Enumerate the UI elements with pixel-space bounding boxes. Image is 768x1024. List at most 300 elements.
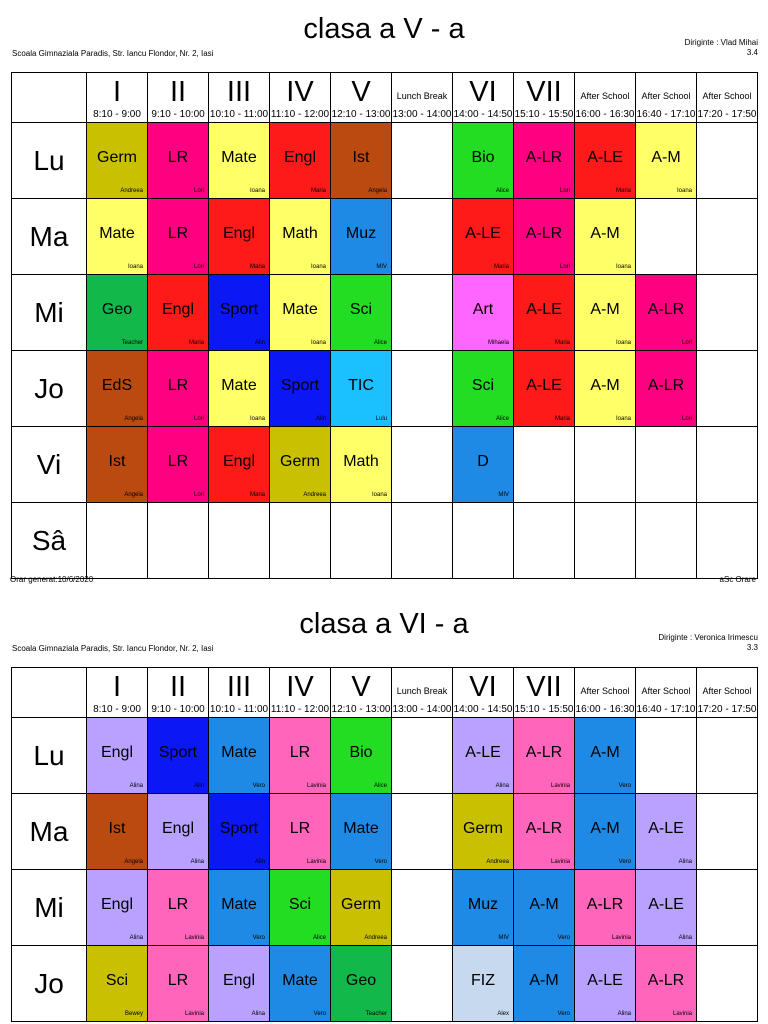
lesson-cell <box>392 351 453 427</box>
subject-name: Engl <box>222 453 256 470</box>
subject-name: A-LE <box>465 225 501 242</box>
teacher-name: Lori <box>559 264 570 270</box>
lesson-cell[interactable] <box>453 199 514 275</box>
day-label: Ma <box>12 794 87 870</box>
period-time: 11:10 - 12:00 <box>270 704 330 715</box>
lesson-cell[interactable] <box>331 351 392 427</box>
lesson-cell[interactable] <box>209 718 270 794</box>
subject-name: LR <box>167 149 189 166</box>
lesson-cell[interactable] <box>453 275 514 351</box>
lesson-cell[interactable] <box>87 275 148 351</box>
subject-name: EdS <box>101 377 133 394</box>
lesson-cell <box>697 275 758 351</box>
period-time: 17:20 - 17:50 <box>697 109 757 120</box>
lesson-cell <box>87 503 148 579</box>
lesson-cell[interactable] <box>331 427 392 503</box>
lesson-cell <box>392 275 453 351</box>
teacher-name: Angela <box>368 188 387 194</box>
period-time: 16:40 - 17:10 <box>636 109 696 120</box>
lesson-cell[interactable] <box>575 718 636 794</box>
period-label: VI <box>469 671 497 703</box>
lesson-cell[interactable] <box>636 123 697 199</box>
lesson-cell <box>697 503 758 579</box>
class-master <box>685 38 758 58</box>
lesson-cell <box>392 503 453 579</box>
teacher-name: Lori <box>193 264 204 270</box>
lesson-cell[interactable] <box>514 275 575 351</box>
lesson-cell[interactable] <box>331 794 392 870</box>
teacher-name: Mihaela <box>487 340 509 346</box>
lesson-cell <box>636 427 697 503</box>
teacher-name: Vero <box>252 935 265 941</box>
period-time: 15:10 - 15:50 <box>514 109 574 120</box>
lesson-cell[interactable] <box>87 718 148 794</box>
period-time: 8:10 - 9:00 <box>93 109 141 120</box>
lesson-cell[interactable] <box>209 794 270 870</box>
lesson-cell[interactable] <box>148 794 209 870</box>
lesson-cell <box>392 199 453 275</box>
lesson-cell[interactable] <box>270 275 331 351</box>
lesson-cell <box>392 123 453 199</box>
teacher-name: Maria <box>554 416 570 422</box>
subject-name: TIC <box>348 377 374 394</box>
lesson-cell[interactable] <box>453 946 514 1022</box>
subject-name: A-LE <box>648 896 684 913</box>
subject-name: Mate <box>221 896 257 913</box>
teacher-name: Vero <box>252 783 265 789</box>
subject-name: Germ <box>341 896 381 913</box>
period-label: IV <box>286 76 314 108</box>
lesson-cell[interactable] <box>209 199 270 275</box>
lesson-cell[interactable] <box>209 870 270 946</box>
teacher-name: Ioana <box>249 188 265 194</box>
schedule-grid <box>11 667 758 1022</box>
teacher-name: Vero <box>618 859 631 865</box>
subject-name: A-M <box>529 896 559 913</box>
period-time: 12:10 - 13:00 <box>331 109 391 120</box>
subject-name: Sport <box>219 820 259 837</box>
subject-name: Engl <box>161 820 195 837</box>
teacher-name: Angela <box>124 416 143 422</box>
subject-name: A-LE <box>526 377 562 394</box>
period-label: III <box>226 76 252 108</box>
teacher-name: Lavinia <box>550 783 570 789</box>
lesson-cell <box>331 503 392 579</box>
teacher-name: Angela <box>124 492 143 498</box>
lesson-cell <box>697 123 758 199</box>
lesson-cell[interactable] <box>270 123 331 199</box>
subject-name: Sport <box>158 744 198 761</box>
teacher-name: MIV <box>376 264 387 270</box>
teacher-name: Alin <box>254 340 265 346</box>
subject-name: Engl <box>100 744 134 761</box>
subject-name: Sci <box>288 896 312 913</box>
teacher-name: MIV <box>498 492 509 498</box>
subject-name: Math <box>343 453 379 470</box>
lesson-cell[interactable] <box>636 870 697 946</box>
subject-name: LR <box>167 225 189 242</box>
subject-name: A-M <box>590 820 620 837</box>
subject-name: Mate <box>343 820 379 837</box>
teacher-name: Ioana <box>249 416 265 422</box>
subject-name: Ist <box>108 820 126 837</box>
teacher-name: Teacher <box>365 1011 387 1017</box>
teacher-name: Alice <box>312 935 326 941</box>
period-label: V <box>351 76 371 108</box>
subject-name: A-LR <box>525 820 563 837</box>
class-master <box>658 633 758 653</box>
teacher-name: Maria <box>310 188 326 194</box>
lesson-cell[interactable] <box>453 794 514 870</box>
lesson-cell[interactable] <box>331 946 392 1022</box>
teacher-name: Alina <box>190 859 204 865</box>
lesson-cell[interactable] <box>148 199 209 275</box>
period-header <box>270 668 331 718</box>
lesson-cell[interactable] <box>514 351 575 427</box>
lesson-cell[interactable] <box>87 427 148 503</box>
teacher-name: Maria <box>249 492 265 498</box>
teacher-name: Andreea <box>364 935 387 941</box>
period-header <box>575 668 636 718</box>
teacher-name: Lavinia <box>611 935 631 941</box>
subject-name: Engl <box>100 896 134 913</box>
lesson-cell[interactable] <box>636 946 697 1022</box>
lesson-cell <box>636 718 697 794</box>
teacher-name: Vero <box>557 1011 570 1017</box>
lesson-cell[interactable] <box>453 718 514 794</box>
lesson-cell <box>575 427 636 503</box>
lesson-cell <box>575 503 636 579</box>
lesson-cell[interactable] <box>514 794 575 870</box>
teacher-name: Lori <box>681 416 692 422</box>
day-label: Lu <box>12 123 87 199</box>
teacher-name: Alina <box>495 783 509 789</box>
subject-name: A-M <box>651 149 681 166</box>
period-time: 16:40 - 17:10 <box>636 704 696 715</box>
subject-name: A-LR <box>647 972 685 989</box>
subject-name: Sci <box>105 972 129 989</box>
school-address: Scoala Gimnaziala Paradis, Str. Iancu Flondor, Nr. 2, Iasi <box>12 644 214 653</box>
lesson-cell[interactable] <box>87 946 148 1022</box>
period-header <box>87 668 148 718</box>
subject-name: Art <box>472 301 494 318</box>
lesson-cell <box>697 946 758 1022</box>
period-label: II <box>169 76 187 108</box>
subject-name: A-LE <box>587 972 623 989</box>
class-master-name: Diriginte : Veronica Irimescu <box>658 633 758 642</box>
lesson-cell[interactable] <box>514 870 575 946</box>
subject-name: A-LR <box>525 744 563 761</box>
teacher-name: Alina <box>678 935 692 941</box>
subject-name: Sci <box>471 377 495 394</box>
lesson-cell[interactable] <box>453 351 514 427</box>
lesson-cell <box>514 503 575 579</box>
day-label: Mi <box>12 275 87 351</box>
teacher-name: Alina <box>678 859 692 865</box>
lesson-cell[interactable] <box>636 275 697 351</box>
teacher-name: Alin <box>193 783 204 789</box>
subject-name: Sport <box>219 301 259 318</box>
period-label: I <box>112 671 122 703</box>
lesson-cell[interactable] <box>453 427 514 503</box>
lesson-cell <box>392 946 453 1022</box>
period-label: After School <box>641 686 691 696</box>
lesson-cell[interactable] <box>331 718 392 794</box>
teacher-name: Angela <box>124 859 143 865</box>
period-header <box>636 668 697 718</box>
lesson-cell <box>453 503 514 579</box>
subject-name: LR <box>167 453 189 470</box>
period-label: VII <box>526 671 562 703</box>
lesson-cell[interactable] <box>148 427 209 503</box>
lesson-cell[interactable] <box>209 123 270 199</box>
teacher-name: Vero <box>557 935 570 941</box>
subject-name: Bio <box>471 149 495 166</box>
lesson-cell[interactable] <box>148 870 209 946</box>
teacher-name: MIV <box>498 935 509 941</box>
period-header <box>453 73 514 123</box>
period-header <box>392 73 453 123</box>
period-header <box>514 73 575 123</box>
school-address: Scoala Gimnaziala Paradis, Str. Iancu Flondor, Nr. 2, Iasi <box>12 49 214 58</box>
room-number: 3.4 <box>746 48 758 57</box>
subject-name: Mate <box>221 149 257 166</box>
lesson-cell[interactable] <box>87 794 148 870</box>
lesson-cell <box>636 503 697 579</box>
lesson-cell[interactable] <box>575 275 636 351</box>
teacher-name: Alin <box>254 859 265 865</box>
teacher-name: Ioana <box>615 340 631 346</box>
generator-software: aSc Orare <box>719 575 756 584</box>
subject-name: A-M <box>590 301 620 318</box>
lesson-cell <box>514 427 575 503</box>
lesson-cell[interactable] <box>331 870 392 946</box>
teacher-name: Lori <box>681 340 692 346</box>
subject-name: Engl <box>222 225 256 242</box>
teacher-name: Ioana <box>676 188 692 194</box>
subject-name: FIZ <box>471 972 495 989</box>
lesson-cell[interactable] <box>270 718 331 794</box>
teacher-name: Alina <box>129 783 143 789</box>
lesson-cell[interactable] <box>209 275 270 351</box>
lesson-cell[interactable] <box>575 794 636 870</box>
subject-name: Muz <box>467 896 499 913</box>
subject-name: Mate <box>282 301 318 318</box>
period-header <box>636 73 697 123</box>
teacher-name: Alin <box>315 416 326 422</box>
teacher-name: Maria <box>615 188 631 194</box>
period-label: After School <box>702 686 752 696</box>
period-label: After School <box>702 91 752 101</box>
lesson-cell[interactable] <box>270 870 331 946</box>
lesson-cell[interactable] <box>575 870 636 946</box>
period-time: 12:10 - 13:00 <box>331 704 391 715</box>
period-header <box>453 668 514 718</box>
room-number: 3.3 <box>746 643 758 652</box>
lesson-cell <box>209 503 270 579</box>
lesson-cell <box>148 503 209 579</box>
schedule-grid <box>11 72 758 579</box>
class-title: clasa a V - a <box>303 13 465 45</box>
period-time: 17:20 - 17:50 <box>697 704 757 715</box>
teacher-name: Lavinia <box>184 935 204 941</box>
lesson-cell <box>392 427 453 503</box>
lesson-cell[interactable] <box>453 123 514 199</box>
lesson-cell <box>392 794 453 870</box>
teacher-name: Alina <box>251 1011 265 1017</box>
teacher-name: Andreea <box>303 492 326 498</box>
lesson-cell[interactable] <box>636 794 697 870</box>
lesson-cell[interactable] <box>331 199 392 275</box>
period-time: 15:10 - 15:50 <box>514 704 574 715</box>
teacher-name: Lavinia <box>306 859 326 865</box>
period-label: VI <box>469 76 497 108</box>
period-time: 9:10 - 10:00 <box>151 109 205 120</box>
teacher-name: Lavinia <box>306 783 326 789</box>
subject-name: Math <box>282 225 318 242</box>
lesson-cell[interactable] <box>87 870 148 946</box>
lesson-cell[interactable] <box>514 718 575 794</box>
lesson-cell[interactable] <box>148 123 209 199</box>
teacher-name: Lori <box>193 416 204 422</box>
subject-name: LR <box>167 377 189 394</box>
teacher-name: Vero <box>374 859 387 865</box>
lesson-cell[interactable] <box>575 123 636 199</box>
lesson-cell[interactable] <box>148 275 209 351</box>
lesson-cell[interactable] <box>636 351 697 427</box>
lesson-cell[interactable] <box>270 794 331 870</box>
period-label: Lunch Break <box>396 91 448 101</box>
period-header <box>331 73 392 123</box>
period-time: 16:00 - 16:30 <box>575 109 635 120</box>
subject-name: Mate <box>282 972 318 989</box>
lesson-cell[interactable] <box>331 123 392 199</box>
period-header <box>697 668 758 718</box>
subject-name: Germ <box>280 453 320 470</box>
lesson-cell[interactable] <box>270 946 331 1022</box>
subject-name: A-LR <box>647 377 685 394</box>
generated-date: Orar generat:10/6/2020 <box>10 575 94 584</box>
lesson-cell[interactable] <box>453 870 514 946</box>
teacher-name: Andreea <box>486 859 509 865</box>
header-corner <box>12 668 87 718</box>
teacher-name: Alice <box>373 783 387 789</box>
lesson-cell[interactable] <box>575 199 636 275</box>
lesson-cell <box>392 870 453 946</box>
subject-name: A-LR <box>586 896 624 913</box>
subject-name: A-LE <box>526 301 562 318</box>
subject-name: Engl <box>283 149 317 166</box>
teacher-name: Lavinia <box>550 859 570 865</box>
period-header <box>87 73 148 123</box>
teacher-name: Maria <box>188 340 204 346</box>
subject-name: A-M <box>529 972 559 989</box>
period-header <box>209 73 270 123</box>
lesson-cell <box>697 351 758 427</box>
subject-name: A-LE <box>465 744 501 761</box>
lesson-cell[interactable] <box>270 427 331 503</box>
teacher-name: Ioana <box>310 264 326 270</box>
period-label: IV <box>286 671 314 703</box>
lesson-cell[interactable] <box>209 946 270 1022</box>
subject-name: Geo <box>345 972 377 989</box>
lesson-cell[interactable] <box>87 199 148 275</box>
lesson-cell[interactable] <box>270 351 331 427</box>
lesson-cell[interactable] <box>514 946 575 1022</box>
lesson-cell[interactable] <box>148 718 209 794</box>
lesson-cell <box>697 199 758 275</box>
lesson-cell[interactable] <box>270 199 331 275</box>
teacher-name: Ioana <box>310 340 326 346</box>
lesson-cell <box>697 794 758 870</box>
subject-name: Sci <box>349 301 373 318</box>
subject-name: Geo <box>101 301 133 318</box>
period-header <box>148 73 209 123</box>
subject-name: A-LR <box>525 225 563 242</box>
subject-name: LR <box>289 820 311 837</box>
period-header <box>148 668 209 718</box>
subject-name: LR <box>167 896 189 913</box>
subject-name: A-LR <box>525 149 563 166</box>
period-time: 14:00 - 14:50 <box>453 109 513 120</box>
teacher-name: Lavinia <box>672 1011 692 1017</box>
teacher-name: Bewey <box>124 1011 143 1017</box>
lesson-cell[interactable] <box>148 351 209 427</box>
subject-name: Sport <box>280 377 320 394</box>
teacher-name: Andreea <box>120 188 143 194</box>
teacher-name: Maria <box>249 264 265 270</box>
subject-name: Mate <box>99 225 135 242</box>
subject-name: Ist <box>352 149 370 166</box>
teacher-name: Maria <box>493 264 509 270</box>
subject-name: Ist <box>108 453 126 470</box>
day-label: Ma <box>12 199 87 275</box>
teacher-name: Ioana <box>127 264 143 270</box>
subject-name: Bio <box>349 744 373 761</box>
teacher-name: Maria <box>554 340 570 346</box>
subject-name: Mate <box>221 377 257 394</box>
teacher-name: Alice <box>373 340 387 346</box>
lesson-cell[interactable] <box>575 351 636 427</box>
day-label: Jo <box>12 351 87 427</box>
period-time: 13:00 - 14:00 <box>392 704 452 715</box>
period-label: After School <box>641 91 691 101</box>
lesson-cell[interactable] <box>87 123 148 199</box>
lesson-cell <box>392 718 453 794</box>
lesson-cell[interactable] <box>209 427 270 503</box>
day-label: Jo <box>12 946 87 1022</box>
period-header <box>209 668 270 718</box>
subject-name: A-LE <box>648 820 684 837</box>
teacher-name: Lori <box>193 492 204 498</box>
lesson-cell[interactable] <box>209 351 270 427</box>
period-label: I <box>112 76 122 108</box>
period-time: 13:00 - 14:00 <box>392 109 452 120</box>
lesson-cell[interactable] <box>87 351 148 427</box>
lesson-cell[interactable] <box>514 199 575 275</box>
class-master-name: Diriginte : Vlad Mihai <box>684 38 758 47</box>
lesson-cell <box>697 427 758 503</box>
lesson-cell[interactable] <box>331 275 392 351</box>
subject-name: Engl <box>161 301 195 318</box>
period-time: 16:00 - 16:30 <box>575 704 635 715</box>
lesson-cell[interactable] <box>575 946 636 1022</box>
lesson-cell[interactable] <box>148 946 209 1022</box>
day-label: Mi <box>12 870 87 946</box>
lesson-cell[interactable] <box>514 123 575 199</box>
period-header <box>514 668 575 718</box>
lesson-cell <box>636 199 697 275</box>
